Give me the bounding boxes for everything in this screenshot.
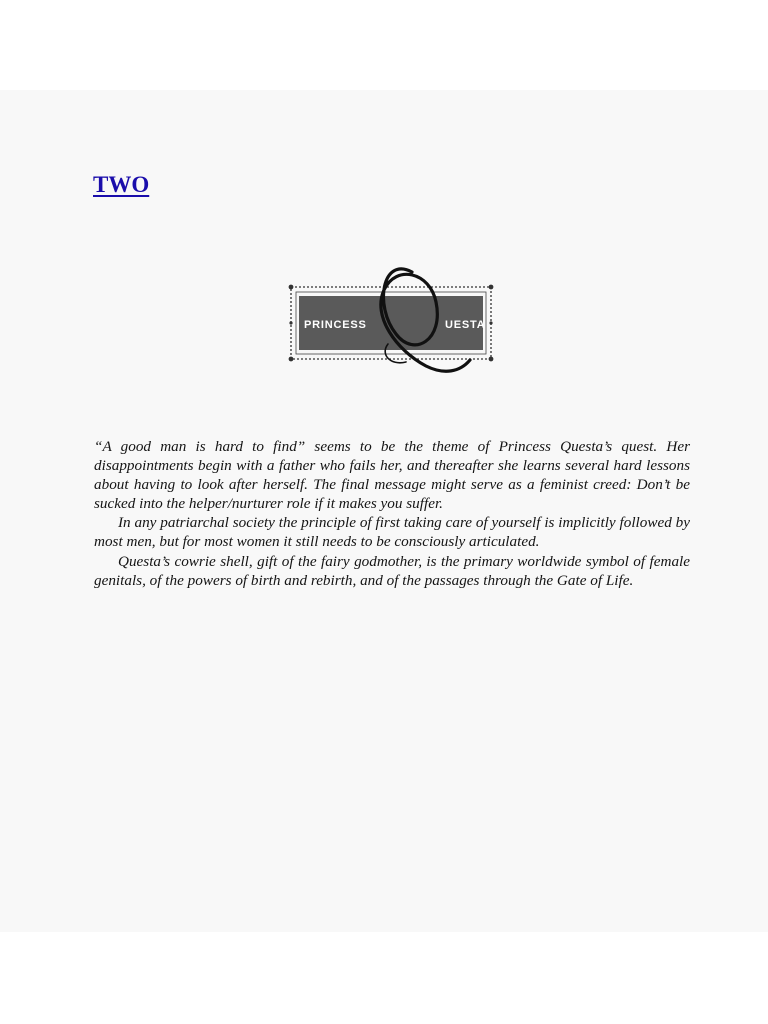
body-text	[94, 437, 690, 590]
paragraph-2: In any patriarchal society the principle of first taking care of yourself is implicitly followed by most men, but for most women it still needs to be consciously articulated.	[94, 514, 690, 551]
princess-questa-logo	[284, 258, 498, 382]
document-page	[0, 90, 768, 932]
paragraph-1: “A good man is hard to find” seems to be the theme of Princess Questa’s quest. Her disappointments begin with a father who fails her, and thereafter she learns several hard lessons about having to look after herself. The final message might serve as a feminist creed: Don’t be sucked into the helper/nurturer role if it makes you suffer.	[94, 438, 690, 513]
logo-word-uesta: UESTA	[445, 319, 486, 331]
logo-word-princess: PRINCESS	[304, 319, 367, 331]
chapter-link[interactable]: TWO	[93, 172, 150, 197]
paragraph-3: Questa’s cowrie shell, gift of the fairy godmother, is the primary worldwide symbol of female genitals, of the powers of birth and rebirth, and of the passages through the Gate of Life.	[94, 552, 690, 589]
